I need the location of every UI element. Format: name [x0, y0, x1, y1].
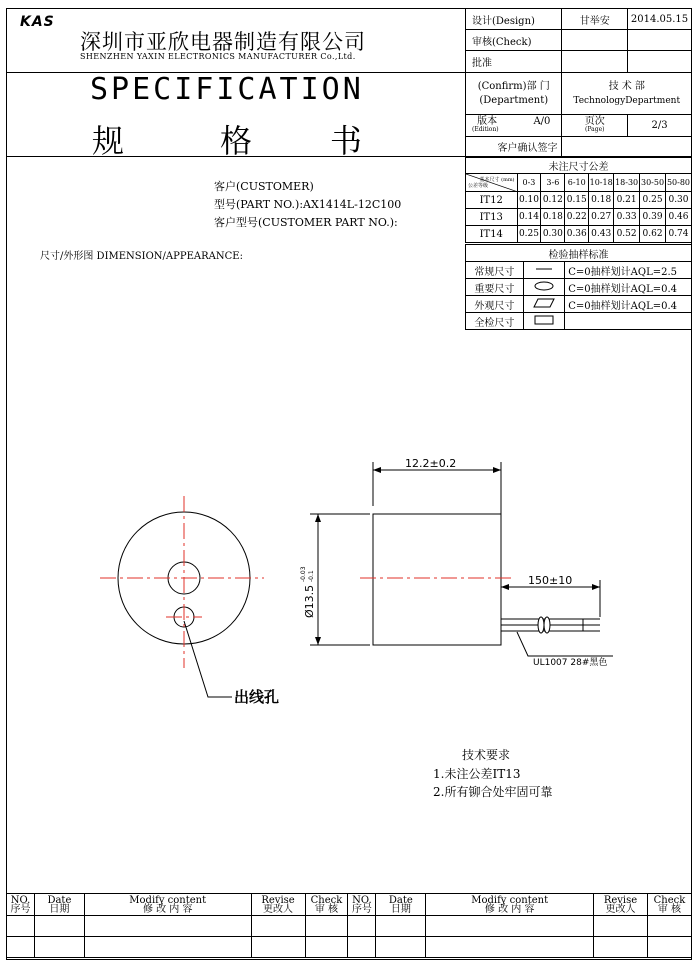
design-date: 2014.05.15	[628, 9, 692, 30]
requirement-item-2: 2.所有铆合处牢固可靠	[433, 785, 553, 799]
tolerance-value: 0.14	[517, 209, 541, 226]
hole-leader-line	[184, 621, 232, 697]
sampling-label: 外观尺寸	[466, 296, 524, 313]
revision-header-cell: Date 日期	[34, 894, 84, 916]
wire-break-mark-1	[538, 617, 544, 633]
revision-row-1	[7, 916, 692, 937]
designer-name: 甘举安	[562, 9, 628, 30]
lead-dimension-text: 150±10	[528, 574, 573, 587]
tolerance-grade: IT12	[466, 192, 518, 209]
approve-label: 批准	[466, 51, 562, 73]
spec-title-cn-1: 规	[92, 122, 125, 160]
tolerance-value: 0.46	[665, 209, 691, 226]
sampling-label: 全检尺寸	[466, 313, 524, 330]
tolerance-value: 0.62	[640, 226, 666, 243]
side-view-body	[373, 514, 501, 645]
revision-header-cell: Modify content 修 改 内 容	[426, 894, 594, 916]
sampling-label: 重要尺寸	[466, 279, 524, 296]
tolerance-value: 0.33	[614, 209, 640, 226]
confirm-dept-label: (Confirm)部 门 (Department)	[466, 73, 562, 115]
customer-label: 客户(CUSTOMER)	[214, 180, 314, 193]
sampling-label: 常规尺寸	[466, 262, 524, 279]
check-label: 审核(Check)	[466, 30, 562, 51]
customer-part-label: 客户型号(CUSTOMER PART NO.):	[214, 216, 398, 229]
tolerance-value: 0.36	[565, 226, 589, 243]
design-label: 设计(Design)	[466, 9, 562, 30]
sampling-standard: C=0抽样划计AQL=0.4	[565, 279, 692, 296]
tolerance-value: 0.12	[541, 192, 565, 209]
requirements-title: 技术要求	[462, 748, 511, 762]
wire-label-text: UL1007 28#黑色	[533, 658, 608, 668]
tolerance-value: 0.27	[589, 209, 614, 226]
tolerance-value: 0.25	[640, 192, 666, 209]
sampling-title: 检验抽样标准	[466, 245, 692, 262]
department-value: 技 术 部 TechnologyDepartment	[562, 73, 692, 115]
page-value: 2/3	[628, 115, 692, 137]
tolerance-corner-cell: 基本尺寸 (mm) 公差等级	[466, 174, 518, 192]
tolerance-column-header: 50-80	[665, 174, 691, 192]
tolerance-grade: IT14	[466, 226, 518, 243]
revision-header-cell: Revise 更改人	[251, 894, 305, 916]
tolerance-column-header: 6-10	[565, 174, 589, 192]
spec-title-cn-2: 格	[220, 122, 253, 160]
part-no-label: 型号(PART NO.):AX1414L-12C100	[214, 198, 402, 211]
arrowheads	[315, 467, 600, 645]
tolerance-title: 未注尺寸公差	[466, 158, 692, 174]
tolerance-value: 0.21	[614, 192, 640, 209]
sampling-standard: C=0抽样划计AQL=2.5	[565, 262, 692, 279]
tolerance-value: 0.25	[517, 226, 541, 243]
tolerance-column-header: 10-18	[589, 174, 614, 192]
tolerance-column-header: 0-3	[517, 174, 541, 192]
revision-header-cell: Check 审 核	[305, 894, 348, 916]
revision-header-cell: Modify content 修 改 内 容	[84, 894, 251, 916]
sampling-standard: C=0抽样划计AQL=0.4	[565, 296, 692, 313]
company-name-cn: 深圳市亚欣电器制造有限公司	[80, 30, 366, 54]
width-dimension-text: 12.2±0.2	[405, 457, 457, 470]
diameter-tol-top: -0.03	[300, 566, 307, 582]
tolerance-column-header: 18-30	[614, 174, 640, 192]
edition-label: 版本 A/0 (Edition)	[466, 115, 562, 137]
tolerance-grade: IT13	[466, 209, 518, 226]
revision-header-cell: NO. 序号	[348, 894, 376, 916]
spec-title-cn-3: 书	[330, 122, 363, 160]
revision-header-cell: Date 日期	[376, 894, 426, 916]
tolerance-value: 0.22	[565, 209, 589, 226]
tolerance-value: 0.18	[541, 209, 565, 226]
revision-table	[6, 893, 692, 958]
tolerance-value: 0.30	[665, 192, 691, 209]
company-name-en: SHENZHEN YAXIN ELECTRONICS MANUFACTURER Co.,Ltd.	[80, 52, 356, 61]
revision-header-cell: Revise 更改人	[594, 894, 648, 916]
tolerance-value: 0.10	[517, 192, 541, 209]
page-label: 页次 (Page)	[562, 115, 628, 137]
requirement-item-1: 1.未注公差IT13	[433, 767, 521, 781]
wire-break-mark-2	[544, 617, 550, 633]
revision-row-2	[7, 937, 692, 958]
tolerance-column-header: 30-50	[640, 174, 666, 192]
tolerance-value: 0.30	[541, 226, 565, 243]
revision-header-cell: NO. 序号	[7, 894, 35, 916]
customer-sign-label: 客户确认签字	[466, 137, 562, 157]
company-logo: KAS	[20, 14, 55, 30]
tolerance-value: 0.74	[665, 226, 691, 243]
revision-header-cell: Check 审 核	[647, 894, 691, 916]
wire-label-leader	[517, 632, 613, 656]
hole-label-text: 出线孔	[234, 688, 280, 706]
dimension-label: 尺寸/外形图 DIMENSION/APPEARANCE:	[40, 251, 243, 262]
spec-title-en: SPECIFICATION	[90, 72, 364, 107]
tolerance-value: 0.43	[589, 226, 614, 243]
diameter-dimension-text: Ø13.5	[303, 584, 316, 618]
tolerance-column-header: 3-6	[541, 174, 565, 192]
tolerance-value: 0.39	[640, 209, 666, 226]
tolerance-value: 0.52	[614, 226, 640, 243]
diameter-tol-bottom: -0.1	[308, 570, 315, 582]
tolerance-value: 0.15	[565, 192, 589, 209]
tolerance-value: 0.18	[589, 192, 614, 209]
